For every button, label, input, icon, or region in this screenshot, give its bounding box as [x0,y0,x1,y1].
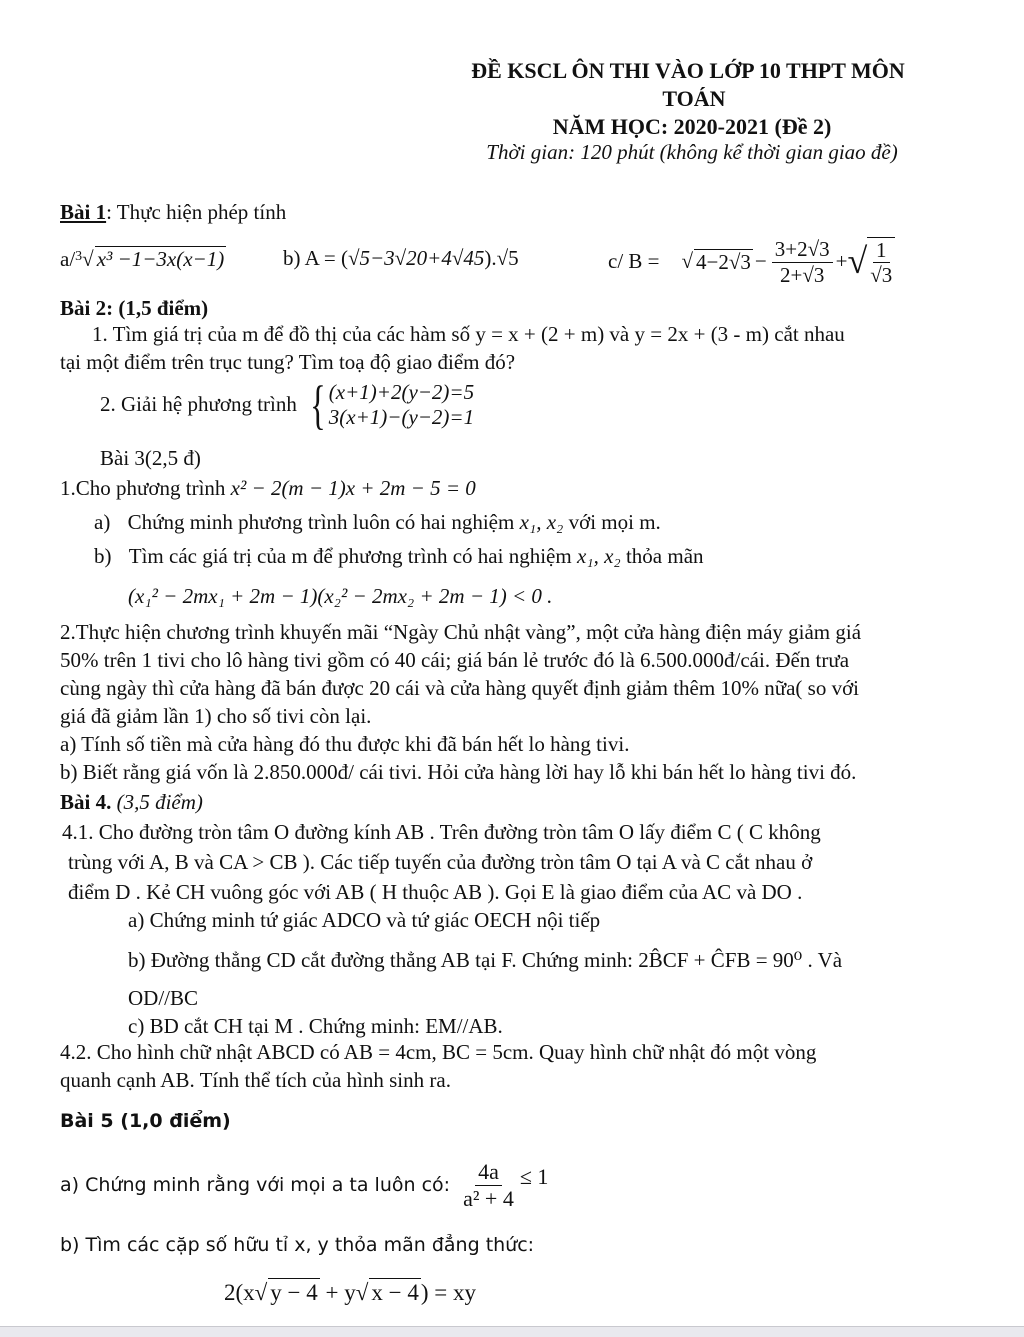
exam-time: Thời gian: 120 phút (không kể thời gian giao đề) [486,140,898,164]
bai3-qb-text: Tìm các giá trị của m để phương trình có hai nghiệm [128,544,572,568]
bai3-qa-label: a) [94,510,111,534]
bai3-heading: Bài 3(2,5 đ) [100,446,201,470]
bai1-b-term2: −3√20 [369,246,428,270]
bai2-q1-line2: tại một điểm trên trục tung? Tìm toạ độ giao điểm đó? [60,350,516,374]
bai3-q2-line4: giá đã giảm lần 1) cho số tivi còn lại. [60,704,372,728]
bai3-qb-vars: x₁, x₂ [576,544,621,568]
bai2-q2: 2. Giải hệ phương trình { (x+1)+2(y−2)=5 3(x+1)−(y−2)=1 [100,375,475,435]
bai2-heading: Bài 2: (1,5 điểm) [60,296,209,320]
bai1-c-label: c/ B = [608,249,660,274]
bai1-b-term1: √5 [347,246,370,270]
bai4-q42-line2: quanh cạnh AB. Tính thể tích của hình sinh ra. [60,1068,451,1092]
bai3-q2-line2: 50% trên 1 tivi cho lô hàng tivi gồm có 40 cái; giá bán lẻ trước đó là 6.500.000đ/cái. Đến trưa [60,648,850,672]
bai4-qb-line1: b) Đường thẳng CD cắt đường thẳng AB tại F. Chứng minh: 2B̂CF + ĈFB = 90⁰ . Và [128,948,843,972]
title-line-1: ĐỀ KSCL ÔN THI VÀO LỚP 10 THPT MÔN [471,58,905,83]
school-year: NĂM HỌC: 2020-2021 (Đề 2) [552,114,832,139]
bai3-qb-inequality: (x₁² − 2mx₁ + 2m − 1)(x₂² − 2mx₂ + 2m − 1) < 0 . [128,584,553,608]
bai3-q1-label: 1.Cho phương trình [60,476,226,500]
bai2-eq2: 3(x+1)−(y−2)=1 [328,405,475,429]
bai5-eq-post: ) = xy [420,1280,477,1305]
bai4-qb-line2: OD//BC [128,986,199,1010]
bai1-c-root: 4−2√3 [696,249,751,274]
bai5-eq-root2: x − 4 [371,1280,419,1305]
bai4-q41-line3: điểm D . Kẻ CH vuông góc với AB ( H thuộc AB ). Gọi E là giao điểm của AC và DO . [68,880,803,904]
bai3-qa [94,510,661,535]
bai1-b-term3: +4√45 [427,246,485,270]
bai5-qb-text: b) Tìm các cặp số hữu tỉ x, y thỏa mãn đẳng thức: [60,1234,535,1256]
bai1-c-last-den: √3 [870,263,893,287]
bai5-qa [60,1150,548,1220]
bai3-qa-tail: với mọi m. [568,510,661,534]
bai1-b-post: ).√5 [484,246,519,270]
bai1-a-expr: x³ −1−3x(x−1) [96,247,225,271]
bai3-qb-tail: thỏa mãn [625,544,704,568]
title-line-2: TOÁN [662,86,726,111]
bai5-eq-pre: 2(x [224,1280,255,1305]
bai1-b-pre: A = ( [304,246,348,270]
bai1-b-label: b) [283,246,301,270]
bai5-heading: Bài 5 (1,0 điểm) [60,1110,231,1132]
bai3-q1 [60,476,476,501]
bai2-system [329,380,474,430]
bai3-qa-vars: x₁, x₂ [519,510,564,534]
bai4-points: (3,5 điểm) [111,790,203,814]
bai3-q2-line3: cùng ngày thì cửa hàng đã bán được 20 cái và cửa hàng quyết định giảm thêm 10% nữa( so với [60,676,860,700]
bai3-qb [94,544,704,569]
bai5-qa-fraction [460,1159,517,1211]
bai3-q2-line1: 2.Thực hiện chương trình khuyến mãi “Ngày Chủ nhật vàng”, một cửa hàng điện máy giảm giá [60,620,862,644]
bai1-part-a: a/$^3$√ x³ −1−3x(x−1) [60,247,225,271]
bai4-qc: c) BD cắt CH tại M . Chứng minh: EM//AB. [128,1014,503,1038]
bai2-eq1: (x+1)+2(y−2)=5 [328,379,475,404]
bai4-label: Bài 4. [60,790,112,814]
bai5-eq-root1: y − 4 [270,1280,318,1305]
bai1-c-frac-num: 3+2√3 [772,237,833,262]
bai5-eq-mid: + y [319,1280,356,1305]
bai4-q41-line2: trùng với A, B và CA > CB ). Các tiếp tuyến của đường tròn tâm O tại A và C cắt nhau ở [68,850,813,874]
bai3-q2a: a) Tính số tiền mà cửa hàng đó thu được khi đã bán hết lo hàng tivi. [60,732,630,756]
bai4-q41-line1: 4.1. Cho đường tròn tâm O đường kính AB . Trên đường tròn tâm O lấy điểm C ( C không [62,820,821,844]
bai4-heading [60,790,203,815]
bai1-part-b [283,246,519,271]
bai4-qa: a) Chứng minh tứ giác ADCO và tứ giác OECH nội tiếp [128,908,601,932]
bai5-qa-tail: ≤ 1 [519,1163,549,1189]
bai3-q1-equation: x² − 2(m − 1)x + 2m − 5 = 0 [230,476,476,500]
bai2-q1-line1: 1. Tìm giá trị của m để đồ thị của các hàm số y = x + (2 + m) và y = 2x + (3 - m) cắt nhau [92,322,845,346]
bai5-equation: 2(x√ y − 4 + y√ x − 4) = xy [224,1280,477,1305]
bai3-q2b: b) Biết rằng giá vốn là 2.850.000đ/ cái tivi. Hỏi cửa hàng lời hay lỗ khi bán hết lo hàng tivi đó. [60,760,857,784]
bai5-qa-text: a) Chứng minh rằng với mọi a ta luôn có: [60,1173,451,1196]
bai5-qa-den: a² + 4 [463,1185,514,1211]
bai1-c-fraction [772,237,833,286]
bai3-qa-text: Chứng minh phương trình luôn có hai nghiệm [127,510,515,534]
bai1-text: : Thực hiện phép tính [106,200,287,224]
bai1-c-last-num: 1 [873,238,890,263]
bai5-qa-num: 4a [475,1159,502,1185]
bai1-a-label: a/ [60,247,76,271]
bai2-q2-label: 2. Giải hệ phương trình [100,392,297,417]
bai1-label: Bài 1 [60,200,107,224]
bai1-heading [60,200,286,225]
bai1-c-frac-den: 2+√3 [780,262,825,287]
bai3-qb-label: b) [94,544,112,568]
bai1-part-c: c/ B = √ 4−2√3 − $\frac{3+2√3}{2+√3}$ + √ $\frac{1}{√3}$ [608,232,898,292]
bai1-c-root-fraction [867,237,895,287]
bai4-q42-line1: 4.2. Cho hình chữ nhật ABCD có AB = 4cm, BC = 5cm. Quay hình chữ nhật đó một vòng [60,1040,817,1064]
page-bottom-border [0,1326,1024,1337]
